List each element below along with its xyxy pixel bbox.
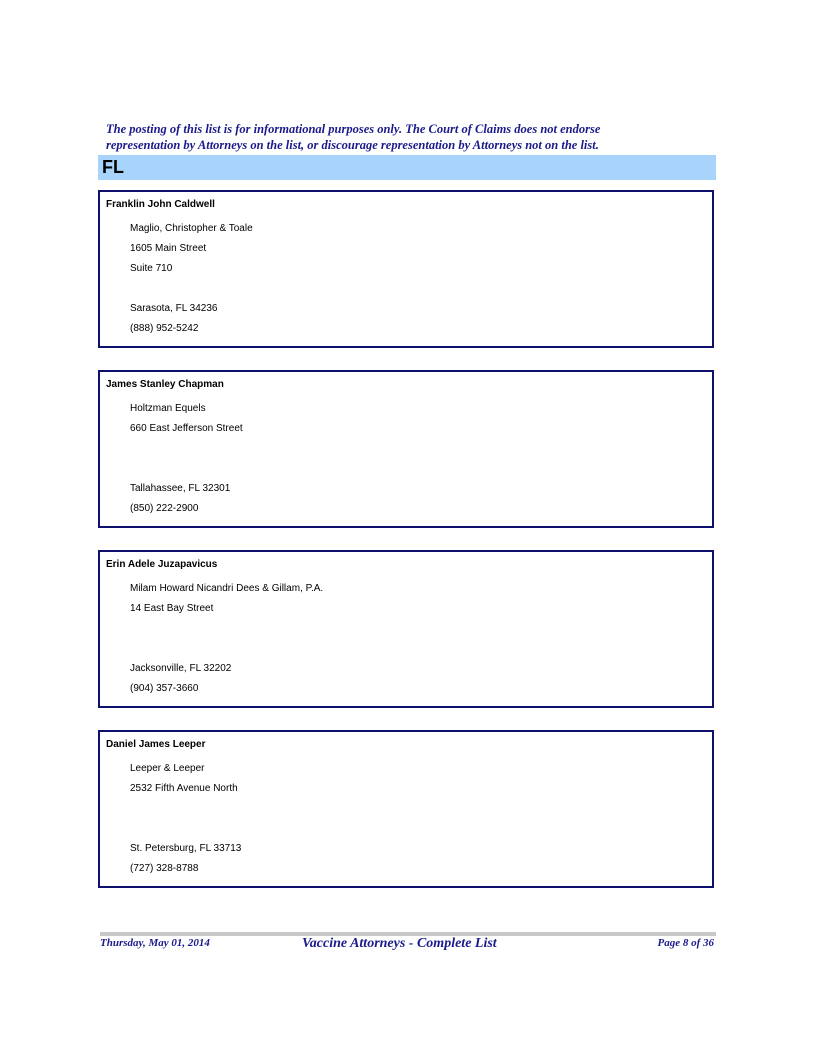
attorney-address-line-1: 660 East Jefferson Street bbox=[130, 423, 243, 434]
disclaimer-line-2: representation by Attorneys on the list, or discourage representation by Attorneys not on the list. bbox=[106, 138, 599, 152]
disclaimer bbox=[106, 121, 726, 153]
disclaimer-line-1: The posting of this list is for informational purposes only. The Court of Claims does not endorse bbox=[106, 122, 601, 136]
attorney-phone: (888) 952-5242 bbox=[130, 323, 199, 334]
attorney-city-state-zip: Tallahassee, FL 32301 bbox=[130, 483, 231, 494]
attorney-firm: Holtzman Equels bbox=[130, 403, 206, 414]
footer-page-number: Page 8 of 36 bbox=[657, 937, 714, 949]
attorney-phone: (904) 357-3660 bbox=[130, 683, 199, 694]
attorney-city-state-zip: St. Petersburg, FL 33713 bbox=[130, 843, 242, 854]
attorney-firm: Milam Howard Nicandri Dees & Gillam, P.A. bbox=[130, 583, 324, 594]
footer-date: Thursday, May 01, 2014 bbox=[100, 937, 210, 949]
attorney-entry bbox=[98, 190, 714, 348]
attorney-name: Franklin John Caldwell bbox=[106, 199, 215, 210]
attorney-address-line-1: 2532 Fifth Avenue North bbox=[130, 783, 238, 794]
attorney-entry bbox=[98, 550, 714, 708]
attorney-city-state-zip: Jacksonville, FL 32202 bbox=[130, 663, 232, 674]
attorney-address-line-1: 1605 Main Street bbox=[130, 243, 207, 254]
attorney-firm: Maglio, Christopher & Toale bbox=[130, 223, 253, 234]
attorney-entry bbox=[98, 370, 714, 528]
attorney-address-line-1: 14 East Bay Street bbox=[130, 603, 214, 614]
attorney-address-line-2: Suite 710 bbox=[130, 263, 173, 274]
attorney-entry bbox=[98, 730, 714, 888]
attorney-name: James Stanley Chapman bbox=[106, 379, 224, 390]
attorney-name: Erin Adele Juzapavicus bbox=[106, 559, 218, 570]
attorney-phone: (850) 222-2900 bbox=[130, 503, 199, 514]
attorney-firm: Leeper & Leeper bbox=[130, 763, 205, 774]
attorney-phone: (727) 328-8788 bbox=[130, 863, 199, 874]
footer-title: Vaccine Attorneys - Complete List bbox=[302, 936, 497, 951]
state-label: FL bbox=[102, 157, 124, 177]
attorney-name: Daniel James Leeper bbox=[106, 739, 206, 750]
attorney-city-state-zip: Sarasota, FL 34236 bbox=[130, 303, 218, 314]
state-header bbox=[98, 155, 716, 180]
